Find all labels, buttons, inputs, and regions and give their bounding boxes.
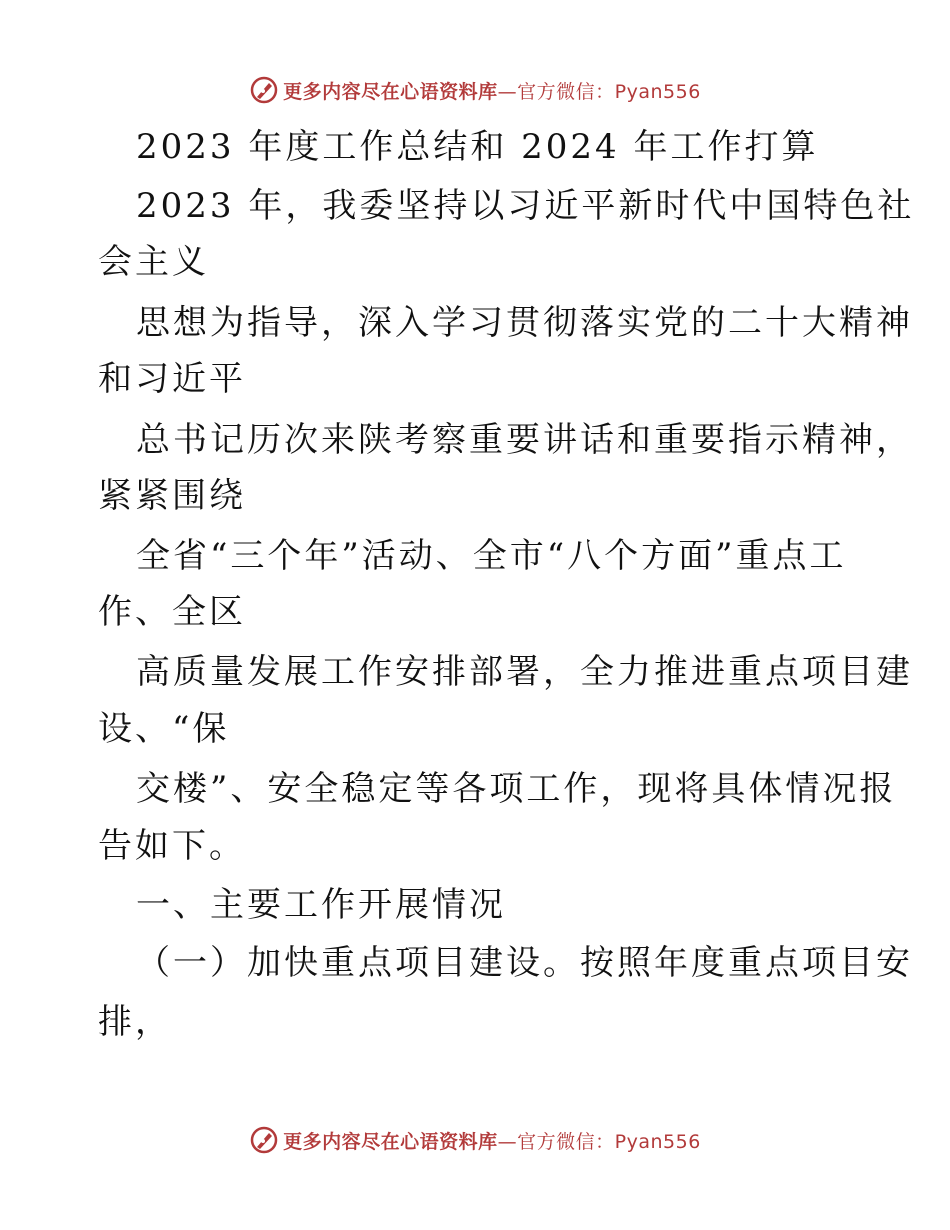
subsection-heading: （一）加快重点项目建设。按照年度重点项目安 <box>136 943 913 983</box>
paragraph-line: 交楼”、安全稳定等各项工作，现将具体情况报 <box>136 769 897 809</box>
paragraph-line: 总书记历次来陕考察重要讲话和重要指示精神， <box>136 420 913 460</box>
watermark-text <box>283 1127 701 1154</box>
paragraph-line: 会主义 <box>98 242 209 282</box>
paragraph-line: 2023 年，我委坚持以习近平新时代中国特色社 <box>136 186 915 226</box>
paragraph-line: 思想为指导，深入学习贯彻落实党的二十大精神 <box>136 303 913 343</box>
paragraph-line: 告如下。 <box>98 826 246 866</box>
paragraph-line: 全省“三个年”活动、全市“八个方面”重点工 <box>136 536 847 576</box>
watermark-contact-text: 官方微信：Pyan556 <box>517 1130 701 1153</box>
paragraph-line: 排， <box>98 1002 172 1042</box>
watermark-banner-bottom <box>0 1120 950 1160</box>
watermark-separator: — <box>497 80 518 103</box>
watermark-separator: — <box>497 1130 518 1153</box>
paragraph-line: 高质量发展工作安排部署，全力推进重点项目建 <box>136 652 913 692</box>
section-heading: 一、主要工作开展情况 <box>136 885 506 925</box>
document-title: 2023 年度工作总结和 2024 年工作打算 <box>136 127 819 167</box>
paragraph-line: 作、全区 <box>98 592 246 632</box>
paragraph-line: 紧紧围绕 <box>98 476 246 516</box>
paragraph-line: 和习近平 <box>98 359 246 399</box>
paragraph-line: 设、“保 <box>98 709 230 749</box>
pen-nib-logo-icon <box>249 1125 279 1155</box>
watermark-main-text: 更多内容尽在心语资料库 <box>283 1130 498 1153</box>
watermark-main-text: 更多内容尽在心语资料库 <box>283 80 498 103</box>
watermark-contact-text: 官方微信：Pyan556 <box>517 80 701 103</box>
